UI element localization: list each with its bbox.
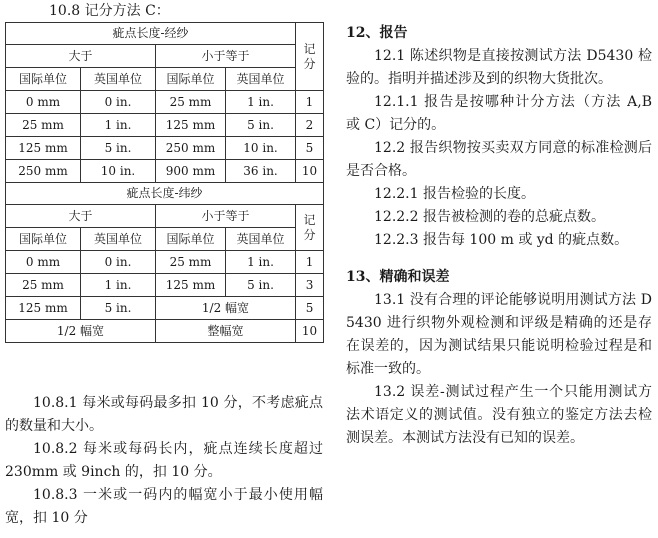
table-row: [6, 297, 324, 320]
table-cell: 250 mm: [156, 137, 226, 160]
paragraph-10-8-3: 10.8.3 一米或一码内的幅宽小于最小使用幅宽，扣 10 分: [5, 487, 323, 526]
paragraph-12-2-1: 12.2.1 报告检验的长度。: [374, 186, 535, 202]
table-row: [6, 160, 324, 183]
section-title-13: 13、精确和误差: [346, 269, 450, 285]
table-cell: 整幅宽: [156, 320, 296, 343]
table-cell: 0 mm: [6, 251, 81, 274]
table-cell: 5: [296, 297, 324, 320]
table-cell: 5 in.: [81, 297, 156, 320]
weft-greater-header: 大于: [6, 205, 156, 228]
table-cell: 125 mm: [6, 297, 81, 320]
table-cell: 1/2 幅宽: [156, 297, 296, 320]
warp-greater-header: 大于: [6, 45, 156, 68]
table-cell: 25 mm: [6, 274, 81, 297]
table-cell: 1: [296, 251, 324, 274]
unit-header: 国际单位: [156, 228, 226, 251]
table-row: [6, 91, 324, 114]
table-cell: 0 mm: [6, 91, 81, 114]
table-row: [6, 251, 324, 274]
left-column: [5, 0, 323, 343]
paragraph-12-1: 12.1 陈述织物是直接按测试方法 D5430 检验的。指明并描述涉及到的织物大货批次。: [346, 48, 652, 87]
table-cell: 36 in.: [226, 160, 296, 183]
weft-score-header: 记分: [296, 205, 324, 251]
paragraph-12-1-1: 12.1.1 报告是按哪种计分方法（方法 A,B 或 C）记分的。: [346, 94, 652, 133]
paragraph-10-8-1: 10.8.1 每米或每码最多扣 10 分，不考虑疵点的数量和大小。: [5, 395, 323, 434]
table-cell: 10: [296, 160, 324, 183]
paragraph-10-8-2: 10.8.2 每米或每码长内，疵点连续长度超过 230mm 或 9inch 的，扣 10 分。: [5, 441, 323, 480]
table-cell: 250 mm: [6, 160, 81, 183]
unit-header: 英国单位: [81, 228, 156, 251]
paragraph-12-2-3: 12.2.3 报告每 100 m 或 yd 的疵点数。: [374, 232, 629, 248]
paragraph-13-1: 13.1 没有合理的评论能够说明用测试方法 D 5430 进行织物外观检测和评级是精确的还是存在误差的，因为测试结果只能说明检验过程是和标准一致的。: [346, 292, 652, 377]
table-cell: 25 mm: [156, 251, 226, 274]
table-cell: 5: [296, 137, 324, 160]
table-cell: 0 in.: [81, 91, 156, 114]
warp-score-table: [5, 22, 324, 183]
table-cell: 1/2 幅宽: [6, 320, 156, 343]
table-cell: 1 in.: [226, 91, 296, 114]
table-cell: 125 mm: [156, 114, 226, 137]
paragraph-12-2: 12.2 报告织物按买卖双方同意的标准检测后是否合格。: [346, 140, 652, 179]
table-cell: 10 in.: [81, 160, 156, 183]
table-row: [6, 274, 324, 297]
table-cell: 1: [296, 91, 324, 114]
table-row: [6, 137, 324, 160]
section-title-12: 12、报告: [346, 25, 408, 41]
table-cell: 5 in.: [226, 114, 296, 137]
table-cell: 25 mm: [156, 91, 226, 114]
table-cell: 5 in.: [81, 137, 156, 160]
table-cell: 2: [296, 114, 324, 137]
table-cell: 10: [296, 320, 324, 343]
table-row: [6, 320, 324, 343]
table-cell: 1 in.: [81, 274, 156, 297]
section-10-8-notes: [5, 392, 323, 530]
paragraph-13-2: 13.2 误差-测试过程产生一个只能用测试方法术语定义的测试值。没有独立的鉴定方法去检测误差。本测试方法没有已知的误差。: [346, 384, 652, 446]
table-cell: 5 in.: [226, 274, 296, 297]
table-cell: 25 mm: [6, 114, 81, 137]
warp-score-header: 记分: [296, 23, 324, 91]
table-cell: 1 in.: [226, 251, 296, 274]
unit-header: 国际单位: [156, 68, 226, 91]
unit-header: 英国单位: [81, 68, 156, 91]
weft-less-header: 小于等于: [156, 205, 296, 228]
table-cell: 125 mm: [6, 137, 81, 160]
table-cell: 0 in.: [81, 251, 156, 274]
table-row: [6, 114, 324, 137]
weft-table-title: 疵点长度-纬纱: [6, 183, 324, 205]
table-cell: 125 mm: [156, 274, 226, 297]
weft-score-table: [5, 182, 324, 343]
table-cell: 3: [296, 274, 324, 297]
unit-header: 英国单位: [226, 228, 296, 251]
unit-header: 英国单位: [226, 68, 296, 91]
warp-less-header: 小于等于: [156, 45, 296, 68]
warp-table-title: 疵点长度-经纱: [6, 23, 296, 45]
paragraph-12-2-2: 12.2.2 报告被检测的卷的总疵点数。: [374, 209, 605, 225]
table-cell: 1 in.: [81, 114, 156, 137]
unit-header: 国际单位: [6, 228, 81, 251]
table-cell: 10 in.: [226, 137, 296, 160]
right-column: [346, 0, 652, 450]
unit-header: 国际单位: [6, 68, 81, 91]
section-heading-10-8: 10.8 记分方法 C：: [49, 3, 170, 19]
table-cell: 900 mm: [156, 160, 226, 183]
